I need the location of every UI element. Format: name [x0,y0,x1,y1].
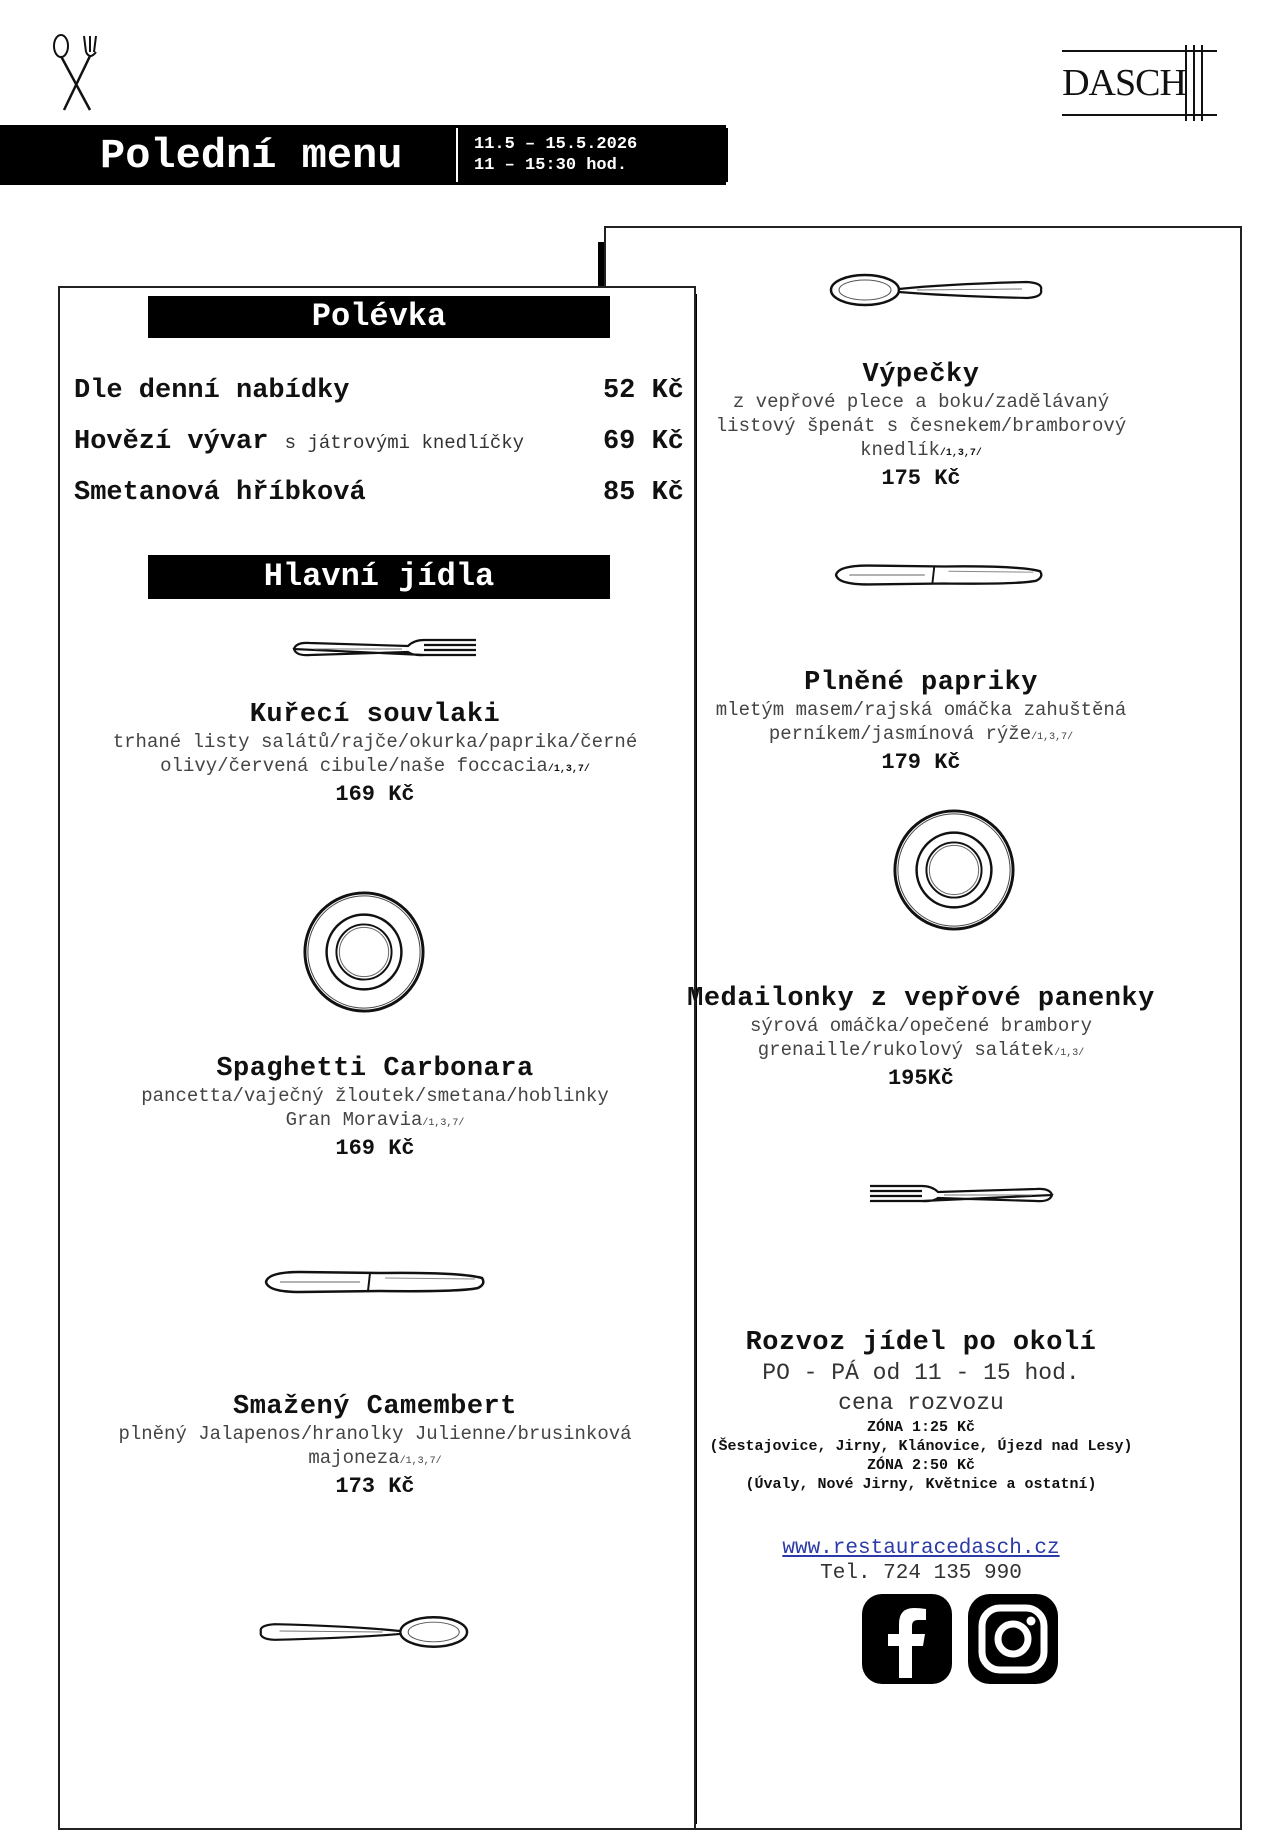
dish-price: 195Kč [887,1066,954,1091]
soup-row [74,376,684,406]
dish-allergens: /1,3,7/ [939,448,982,459]
soup-name: Hovězí vývar [74,427,269,457]
dish-price: 173 Kč [335,1474,415,1499]
website-link[interactable]: www.restauracedasch.cz [782,1537,1060,1560]
dish-price: 169 Kč [335,1136,415,1161]
dish-description: listový špenát s česnekem/bramborový [715,415,1127,437]
soup-name: Smetanová hříbková [74,478,366,508]
dish-price: 169 Kč [335,782,415,807]
dish-allergens: /1,3,7/ [1031,732,1074,743]
soup-price: 69 Kč [602,427,684,457]
knife-icon [260,1264,490,1300]
delivery-title: Rozvoz jídel po okolí [745,1328,1097,1358]
dish-title: Plněné papriky [804,668,1038,698]
soup-row [74,427,684,457]
delivery-zone: ZÓNA 2:50 Kč [866,1457,976,1474]
dish-allergens: /1,3/ [1054,1048,1085,1059]
menu-dates: 11.5 – 15.5.2026 [474,135,638,154]
spoon-icon [826,270,1048,310]
delivery-zone-places: (Úvaly, Nové Jirny, Květnice a ostatní) [745,1476,1097,1493]
fork-spoon-icon [50,32,105,114]
plate-icon [300,888,428,1016]
dish-description: sýrová omáčka/opečené brambory [749,1015,1093,1037]
soup-name: Dle denní nabídky [74,376,350,406]
dish-title: Smažený Camembert [233,1392,517,1422]
dish-title: Medailonky z vepřové panenky [687,984,1155,1014]
phone-number: Tel. 724 135 990 [820,1562,1022,1585]
dish-card [606,360,1236,491]
plate-icon [890,806,1018,934]
dish-card [606,984,1236,1091]
facebook-icon[interactable] [860,1592,954,1686]
soup-row [74,478,684,508]
spoon-icon [255,1612,471,1652]
dish-card [60,1392,690,1499]
knife-icon [824,558,1054,592]
delivery-info [606,1328,1236,1494]
soup-note: s játrovými knedlíčky [284,432,525,454]
dish-allergens: /1,3,7/ [547,764,590,775]
dish-description: grenaille/rukolový salátek/1,3/ [757,1039,1085,1061]
dish-card [60,1054,690,1161]
dish-description: mletým masem/rajská omáčka zahuštěná [715,699,1127,721]
dish-price: 175 Kč [881,466,961,491]
dish-allergens: /1,3,7/ [422,1118,465,1129]
dish-description: Gran Moravia/1,3,7/ [285,1109,465,1131]
dish-description: trhané listy salátů/rajče/okurka/paprika/černé [112,731,638,753]
soup-price: 52 Kč [602,376,684,406]
dish-description: plněný Jalapenos/hranolky Julienne/brusinková [118,1423,632,1445]
dish-description: pancetta/vaječný žloutek/smetana/hoblinky [141,1085,609,1107]
dish-card [606,668,1236,775]
contact [606,1536,1236,1586]
brand-name: DASCH [1062,62,1186,104]
page-title: Polední menu [100,132,403,180]
dish-card [60,700,690,807]
mains-heading: Hlavní jídla [148,555,610,599]
dish-description: perníkem/jasmínová rýže/1,3,7/ [768,723,1074,745]
dish-title: Výpečky [862,360,980,390]
soup-heading: Polévka [148,296,610,338]
fork-icon [290,634,480,664]
dish-title: Kuřecí souvlaki [249,700,501,730]
dish-title: Spaghetti Carbonara [216,1054,534,1084]
dish-description: knedlík/1,3,7/ [860,439,982,461]
instagram-icon[interactable] [966,1592,1060,1686]
fork-icon [866,1180,1056,1210]
dish-allergens: /1,3,7/ [399,1456,442,1467]
dish-description: z vepřové plece a boku/zadělávaný [732,391,1110,413]
menu-hours: 11 – 15:30 hod. [474,156,628,175]
delivery-zone: ZÓNA 1:25 Kč [866,1419,976,1436]
delivery-zone-places: (Šestajovice, Jirny, Klánovice, Újezd nad Lesy) [709,1438,1133,1455]
delivery-days: PO - PÁ od 11 - 15 hod. [762,1360,1080,1386]
soup-price: 85 Kč [602,478,684,508]
dish-price: 179 Kč [881,750,961,775]
dish-description: olivy/červená cibule/naše foccacia/1,3,7/ [160,755,590,777]
dish-description: majoneza/1,3,7/ [308,1447,442,1469]
delivery-cost-label: cena rozvozu [838,1390,1004,1416]
